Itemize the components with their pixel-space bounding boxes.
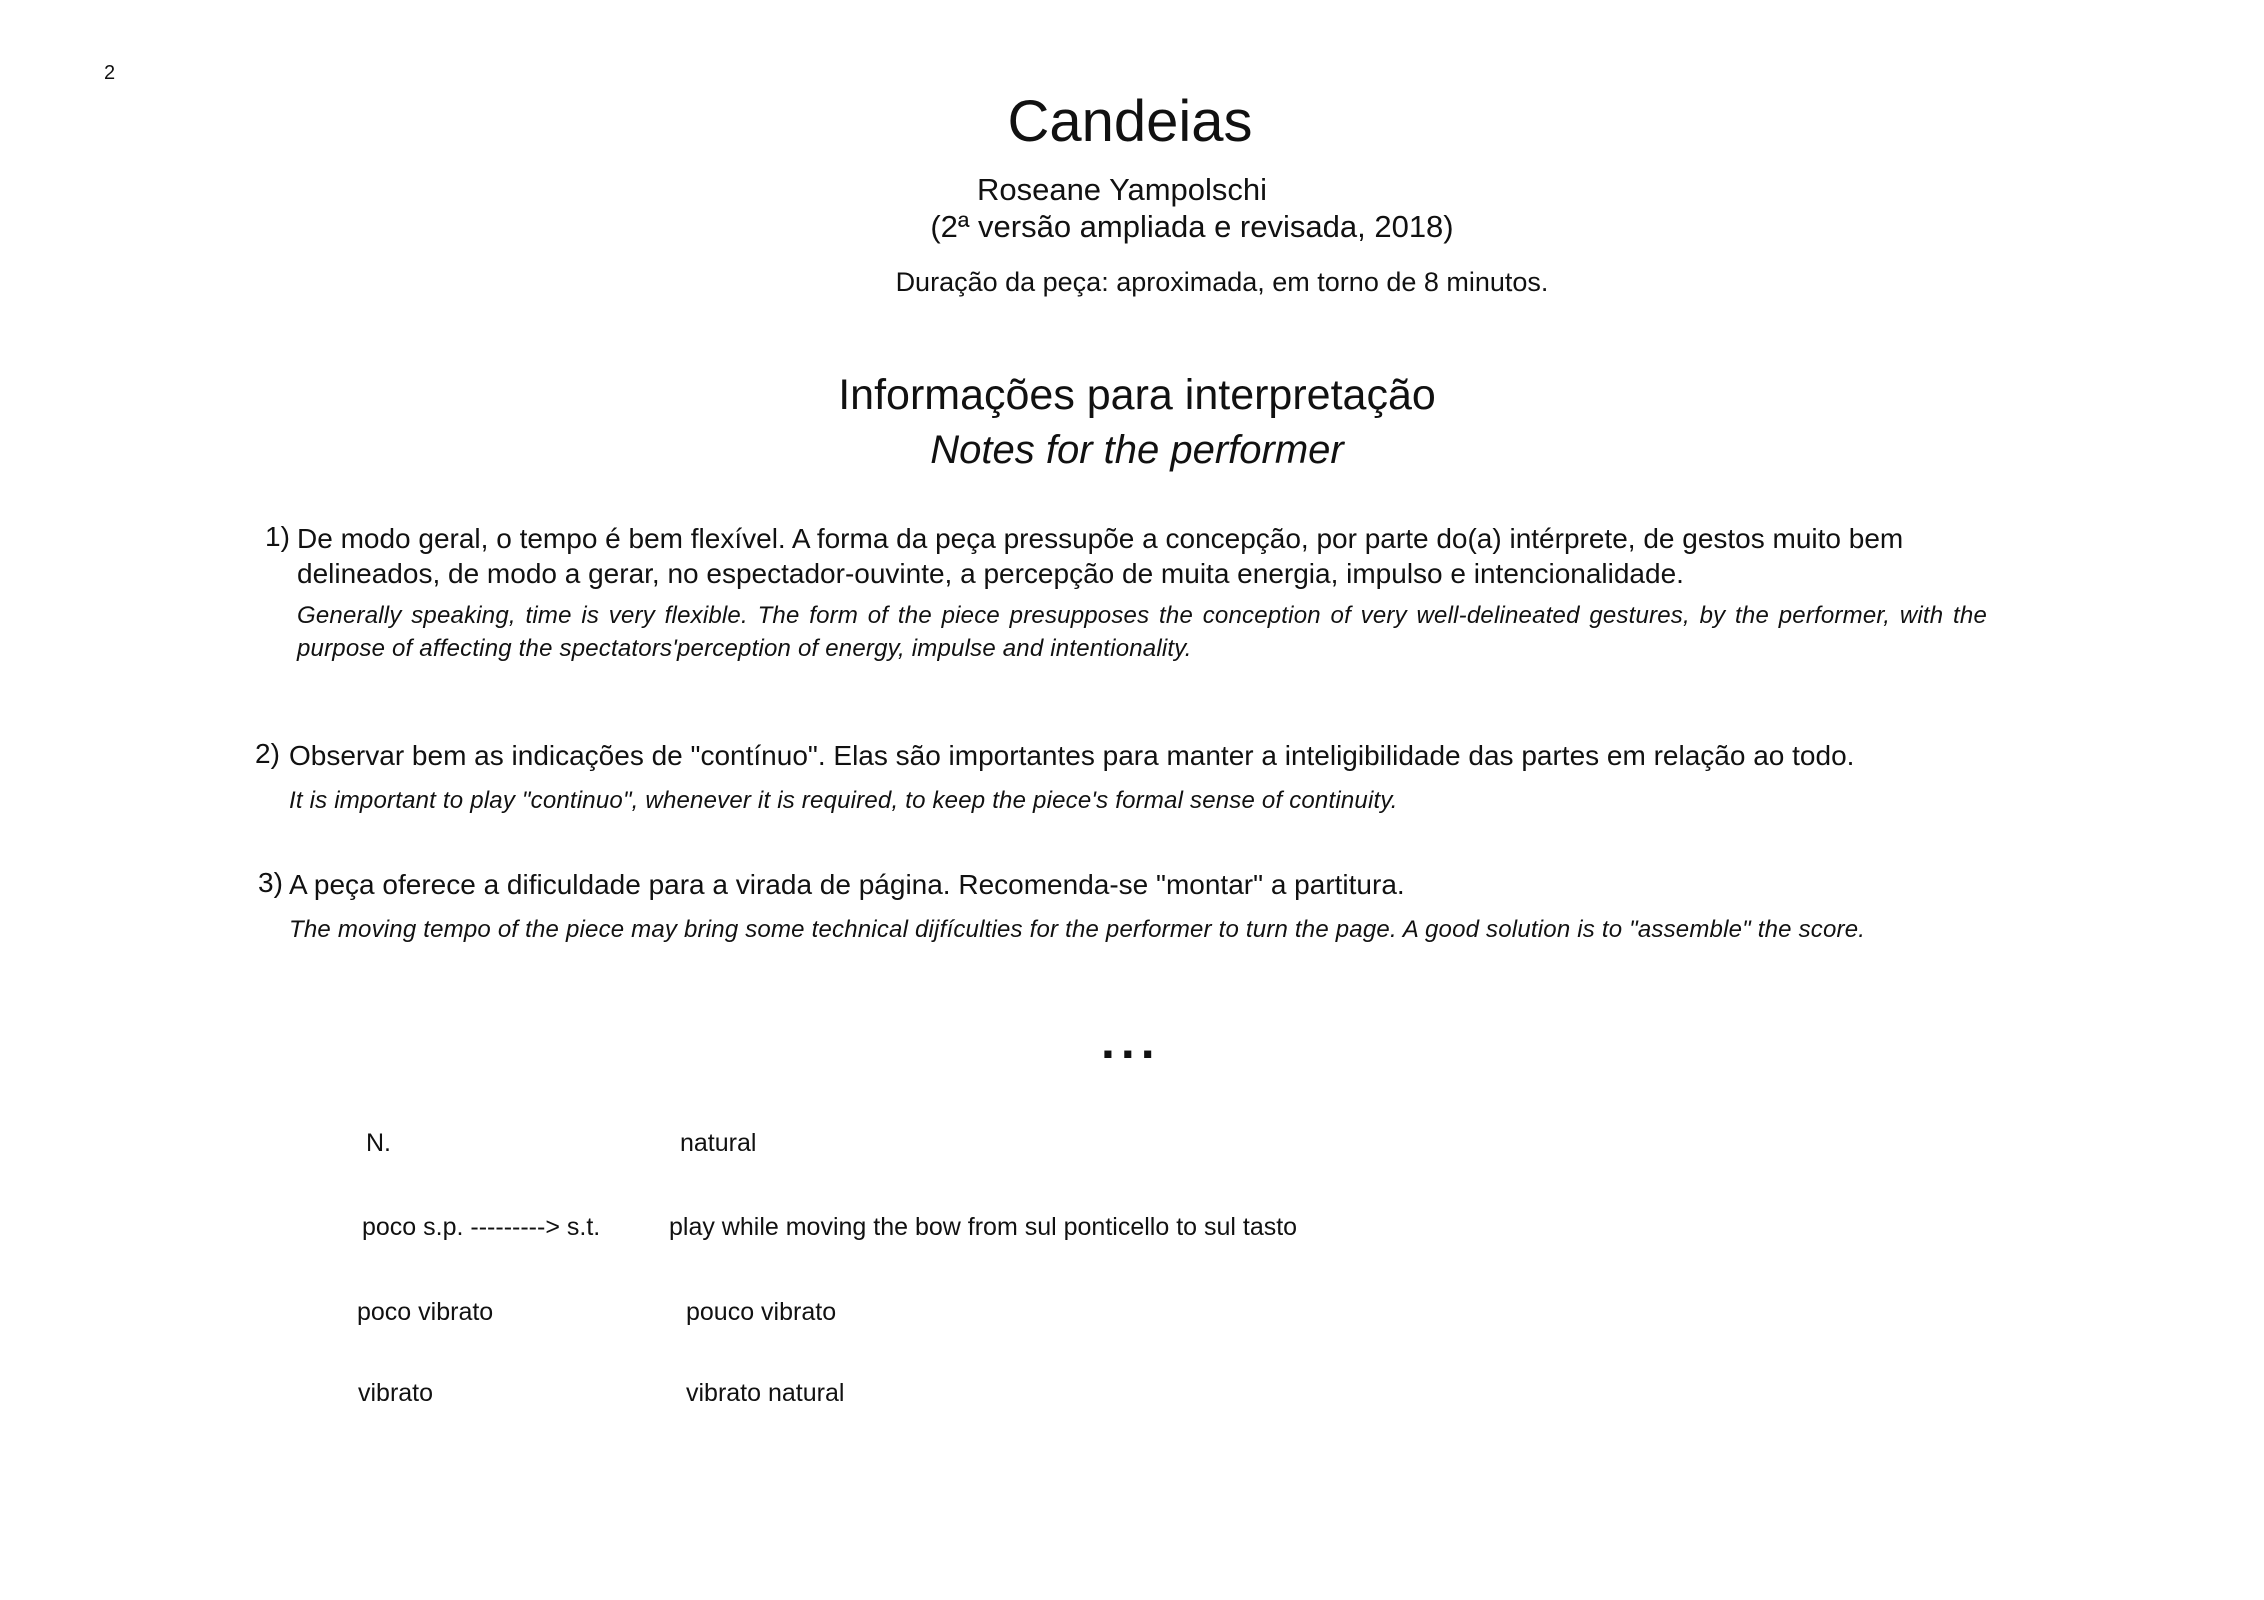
note-text-english: The moving tempo of the piece may bring some technical dijfículties for the performer to turn the page. A good solution is to "assemble" the score. (289, 916, 1866, 943)
duration-note: Duração da peça: aproximada, em torno de 8 minutos. (895, 267, 1549, 297)
note-text-english: It is important to play "continuo", whenever it is required, to keep the piece's formal sense of continuity. (289, 787, 1398, 814)
glossary-term: poco s.p. ---------> s.t. (362, 1213, 601, 1241)
glossary-definition: pouco vibrato (686, 1298, 837, 1326)
glossary-definition: natural (680, 1129, 757, 1157)
note-text-portuguese: Observar bem as indicações de "contínuo". Elas são importantes para manter a inteligibilidade das partes em relação ao todo. (289, 740, 1855, 771)
note-number: 3) (258, 867, 283, 898)
section-title: Informações para interpretação (838, 371, 1436, 419)
version-note: (2ª versão ampliada e revisada, 2018) (930, 209, 1454, 244)
glossary-term: vibrato (358, 1379, 434, 1407)
section-ellipsis: ... (1101, 1013, 1161, 1069)
note-number: 2) (255, 738, 280, 769)
glossary-term: N. (366, 1129, 391, 1157)
section-subtitle: Notes for the performer (930, 428, 1344, 472)
piece-title: Candeias (1007, 89, 1253, 154)
glossary-term: poco vibrato (357, 1298, 494, 1326)
composer-name: Roseane Yampolschi (976, 172, 1268, 207)
note-text-portuguese: De modo geral, o tempo é bem flexível. A forma da peça pressupõe a concepção, por parte do(a) intérprete, de gestos muito bem delineados, de modo a gerar, no espectador-ouvinte, a percepção de muita energia, impulso e intencionalidade. (297, 523, 1904, 589)
note-text-portuguese: A peça oferece a dificuldade para a virada de página. Recomenda-se "montar" a partitura. (289, 869, 1405, 900)
note-text-english: Generally speaking, time is very flexible. The form of the piece presupposes the conception of very well-delineated gestures, by the performer, with the purpose of affecting the spectators'perception of energy, impulse and intentionality. (297, 602, 1987, 662)
note-number: 1) (265, 521, 290, 552)
glossary-definition: vibrato natural (686, 1379, 845, 1407)
page-number: 2 (104, 62, 116, 84)
glossary-definition: play while moving the bow from sul ponticello to sul tasto (669, 1213, 1298, 1241)
